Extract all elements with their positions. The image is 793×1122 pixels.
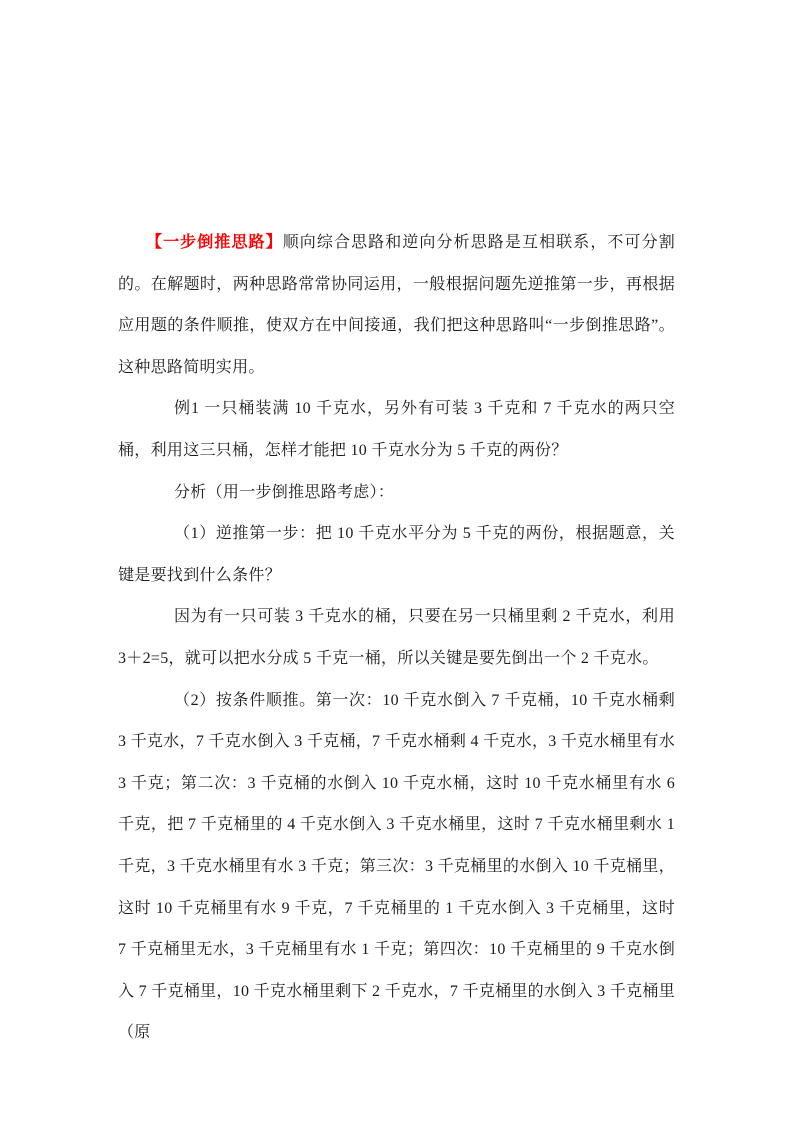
intro-body-text: 顺向综合思路和逆向分析思路是互相联系，不可分割的。在解题时，两种思路常常协同运用，一般根据问题先逆推第一步，再根据应用题的条件顺推，使双方在中间接通，我们把这种思路叫“一步倒推思路”。这种思路简明实用。 — [118, 234, 675, 376]
analysis-reverse-detail-paragraph: 因为有一只可装 3 千克水的桶，只要在另一只桶里剩 2 千克水，利用 3＋2=5，就可以把水分成 5 千克一桶，所以关键是要先倒出一个 2 千克水。 — [118, 608, 675, 667]
topic-term: 【一步倒推思路】 — [146, 234, 283, 251]
analysis-forward-step-paragraph: （2）按条件顺推。第一次：10 千克水倒入 7 千克桶，10 千克水桶剩 3 千克水，7 千克水倒入 3 千克桶，7 千克水桶剩 4 千克水，3 千克水桶里有水 3 千克；第二次：3 千克桶的水倒入 10 千克水桶，这时 10 千克水桶里有水 6 千克，把 7 千克桶里的 4 千克水倒入 3 千克水桶里，这时 7 千克水桶里剩水 1 千克，3 千克水桶里有水 3 千克；第三次：3 千克桶里的水倒入 10 千克桶里，这时 10 千克桶里有水 9 千克，7 千克桶里的 1 千克水倒入 3 千克桶里，这时 7 千克桶里无水，3 千克桶里有水 1 千克；第四次：10 千克桶里的 9 千克水倒入 7 千克桶里，10 千克水桶里剩下 2 千克水，7 千克桶里的水倒入 3 千克桶里（原 — [118, 691, 675, 1042]
analysis-heading-paragraph: 分析（用一步倒推思路考虑）： — [174, 483, 395, 501]
example1-problem-paragraph: 例1 一只桶装满 10 千克水，另外有可装 3 千克和 7 千克水的两只空桶，利用这三只桶，怎样才能把 10 千克水分为 5 千克的两份？ — [118, 400, 675, 459]
analysis-reverse-step-paragraph: （1）逆推第一步：把 10 千克水平分为 5 千克的两份，根据题意，关键是要找到什么条件？ — [118, 525, 675, 584]
intro-paragraph — [118, 222, 675, 388]
